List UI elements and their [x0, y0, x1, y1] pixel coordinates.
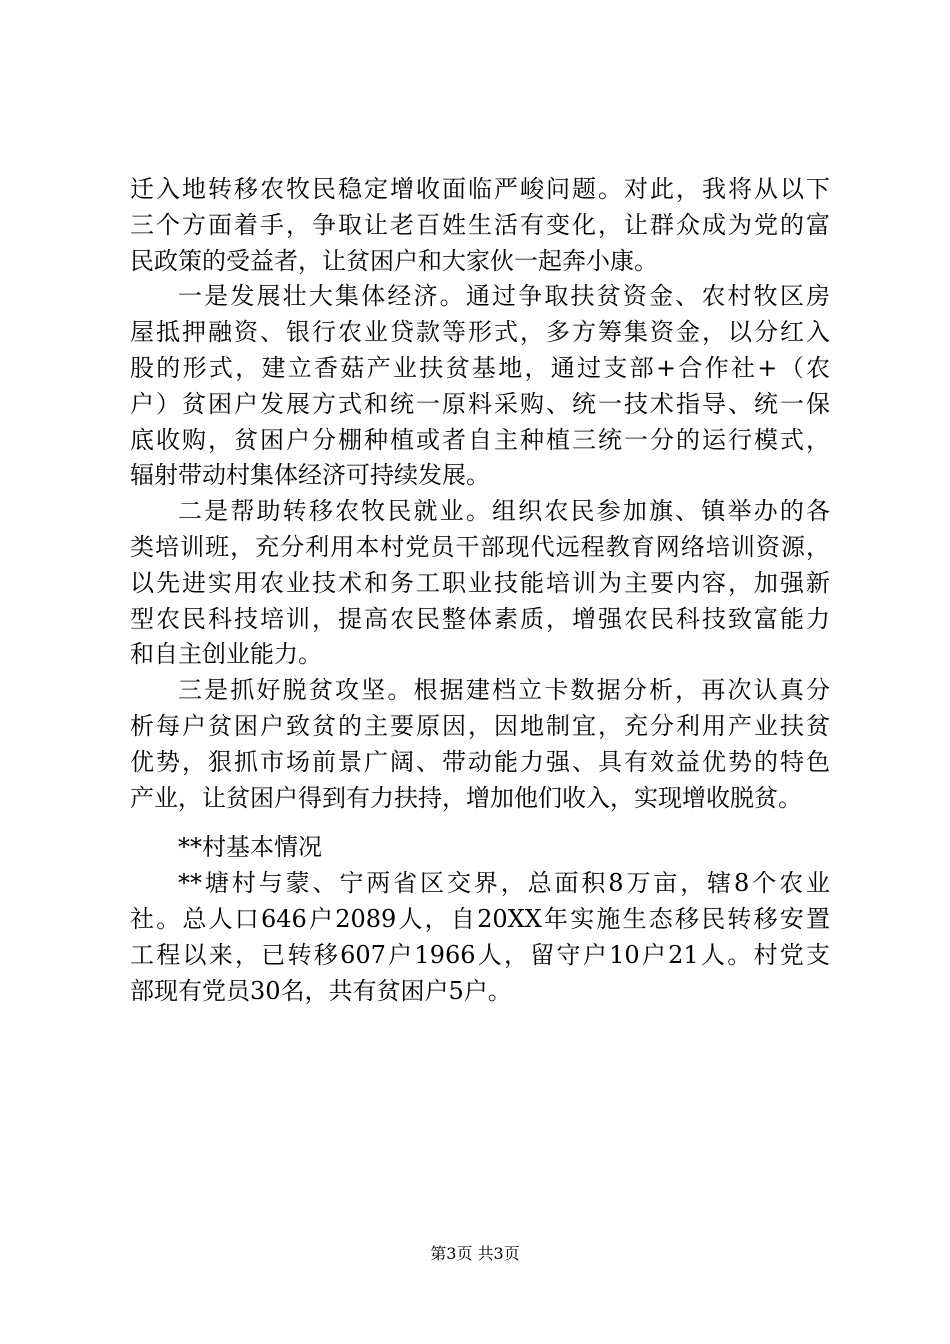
text-line: 析每户贫困户致贫的主要原因，因地制宜，充分利用产业扶贫	[130, 711, 830, 740]
paragraph-point-2	[130, 494, 830, 673]
page-footer: 第3页 共3页	[430, 1244, 520, 1263]
text-line: 部现有党员30名，共有贫困户5户。	[130, 976, 512, 1005]
paragraph-point-3	[130, 673, 830, 816]
text-line: **塘村与蒙、宁两省区交界，总面积8万亩，辖8个农业	[178, 869, 830, 898]
paragraph-village-info	[130, 866, 830, 1009]
text-line: 社。总人口646户2089人，自20XX年实施生态移民转移安置	[130, 904, 830, 933]
text-line: 二是帮助转移农牧民就业。组织农民参加旗、镇举办的各	[178, 497, 830, 526]
text-line: 股的形式，建立香菇产业扶贫基地，通过支部+合作社+（农	[130, 353, 830, 382]
text-line: 产业，让贫困户得到有力扶持，增加他们收入，实现增收脱贫。	[130, 783, 802, 812]
text-line: 迁入地转移农牧民稳定增收面临严峻问题。对此，我将从以下	[130, 175, 830, 203]
text-line: 型农民科技培训，提高农民整体素质，增强农民科技致富能力	[130, 604, 830, 633]
paragraph-intro	[130, 172, 830, 279]
section-title: **村基本情况	[178, 833, 322, 862]
text-line: 屋抵押融资、银行农业贷款等形式，多方筹集资金，以分红入	[130, 318, 830, 347]
text-line: 一是发展壮大集体经济。通过争取扶贫资金、农村牧区房	[178, 282, 830, 311]
paragraph-point-1	[130, 279, 830, 494]
section-spacer	[130, 816, 830, 830]
text-line: 优势，狠抓市场前景广阔、带动能力强、具有效益优势的特色	[130, 747, 830, 776]
text-line: 类培训班，充分利用本村党员干部现代远程教育网络培训资源，	[130, 532, 830, 561]
document-body	[130, 172, 830, 1009]
text-line: 民政策的受益者，让贫困户和大家伙一起奔小康。	[130, 246, 658, 275]
text-line: 以先进实用农业技术和务工职业技能培训为主要内容，加强新	[130, 568, 830, 597]
text-line: 辐射带动村集体经济可持续发展。	[130, 461, 490, 490]
text-line: 三个方面着手，争取让老百姓生活有变化，让群众成为党的富	[130, 210, 830, 239]
text-line: 工程以来，已转移607户1966人，留守户10户21人。村党支	[130, 940, 830, 969]
text-line: 三是抓好脱贫攻坚。根据建档立卡数据分析，再次认真分	[178, 676, 830, 705]
text-line: 户）贫困户发展方式和统一原料采购、统一技术指导、统一保	[130, 389, 830, 418]
text-line: 和自主创业能力。	[130, 640, 322, 669]
text-line: 底收购，贫困户分棚种植或者自主种植三统一分的运行模式，	[130, 425, 830, 454]
